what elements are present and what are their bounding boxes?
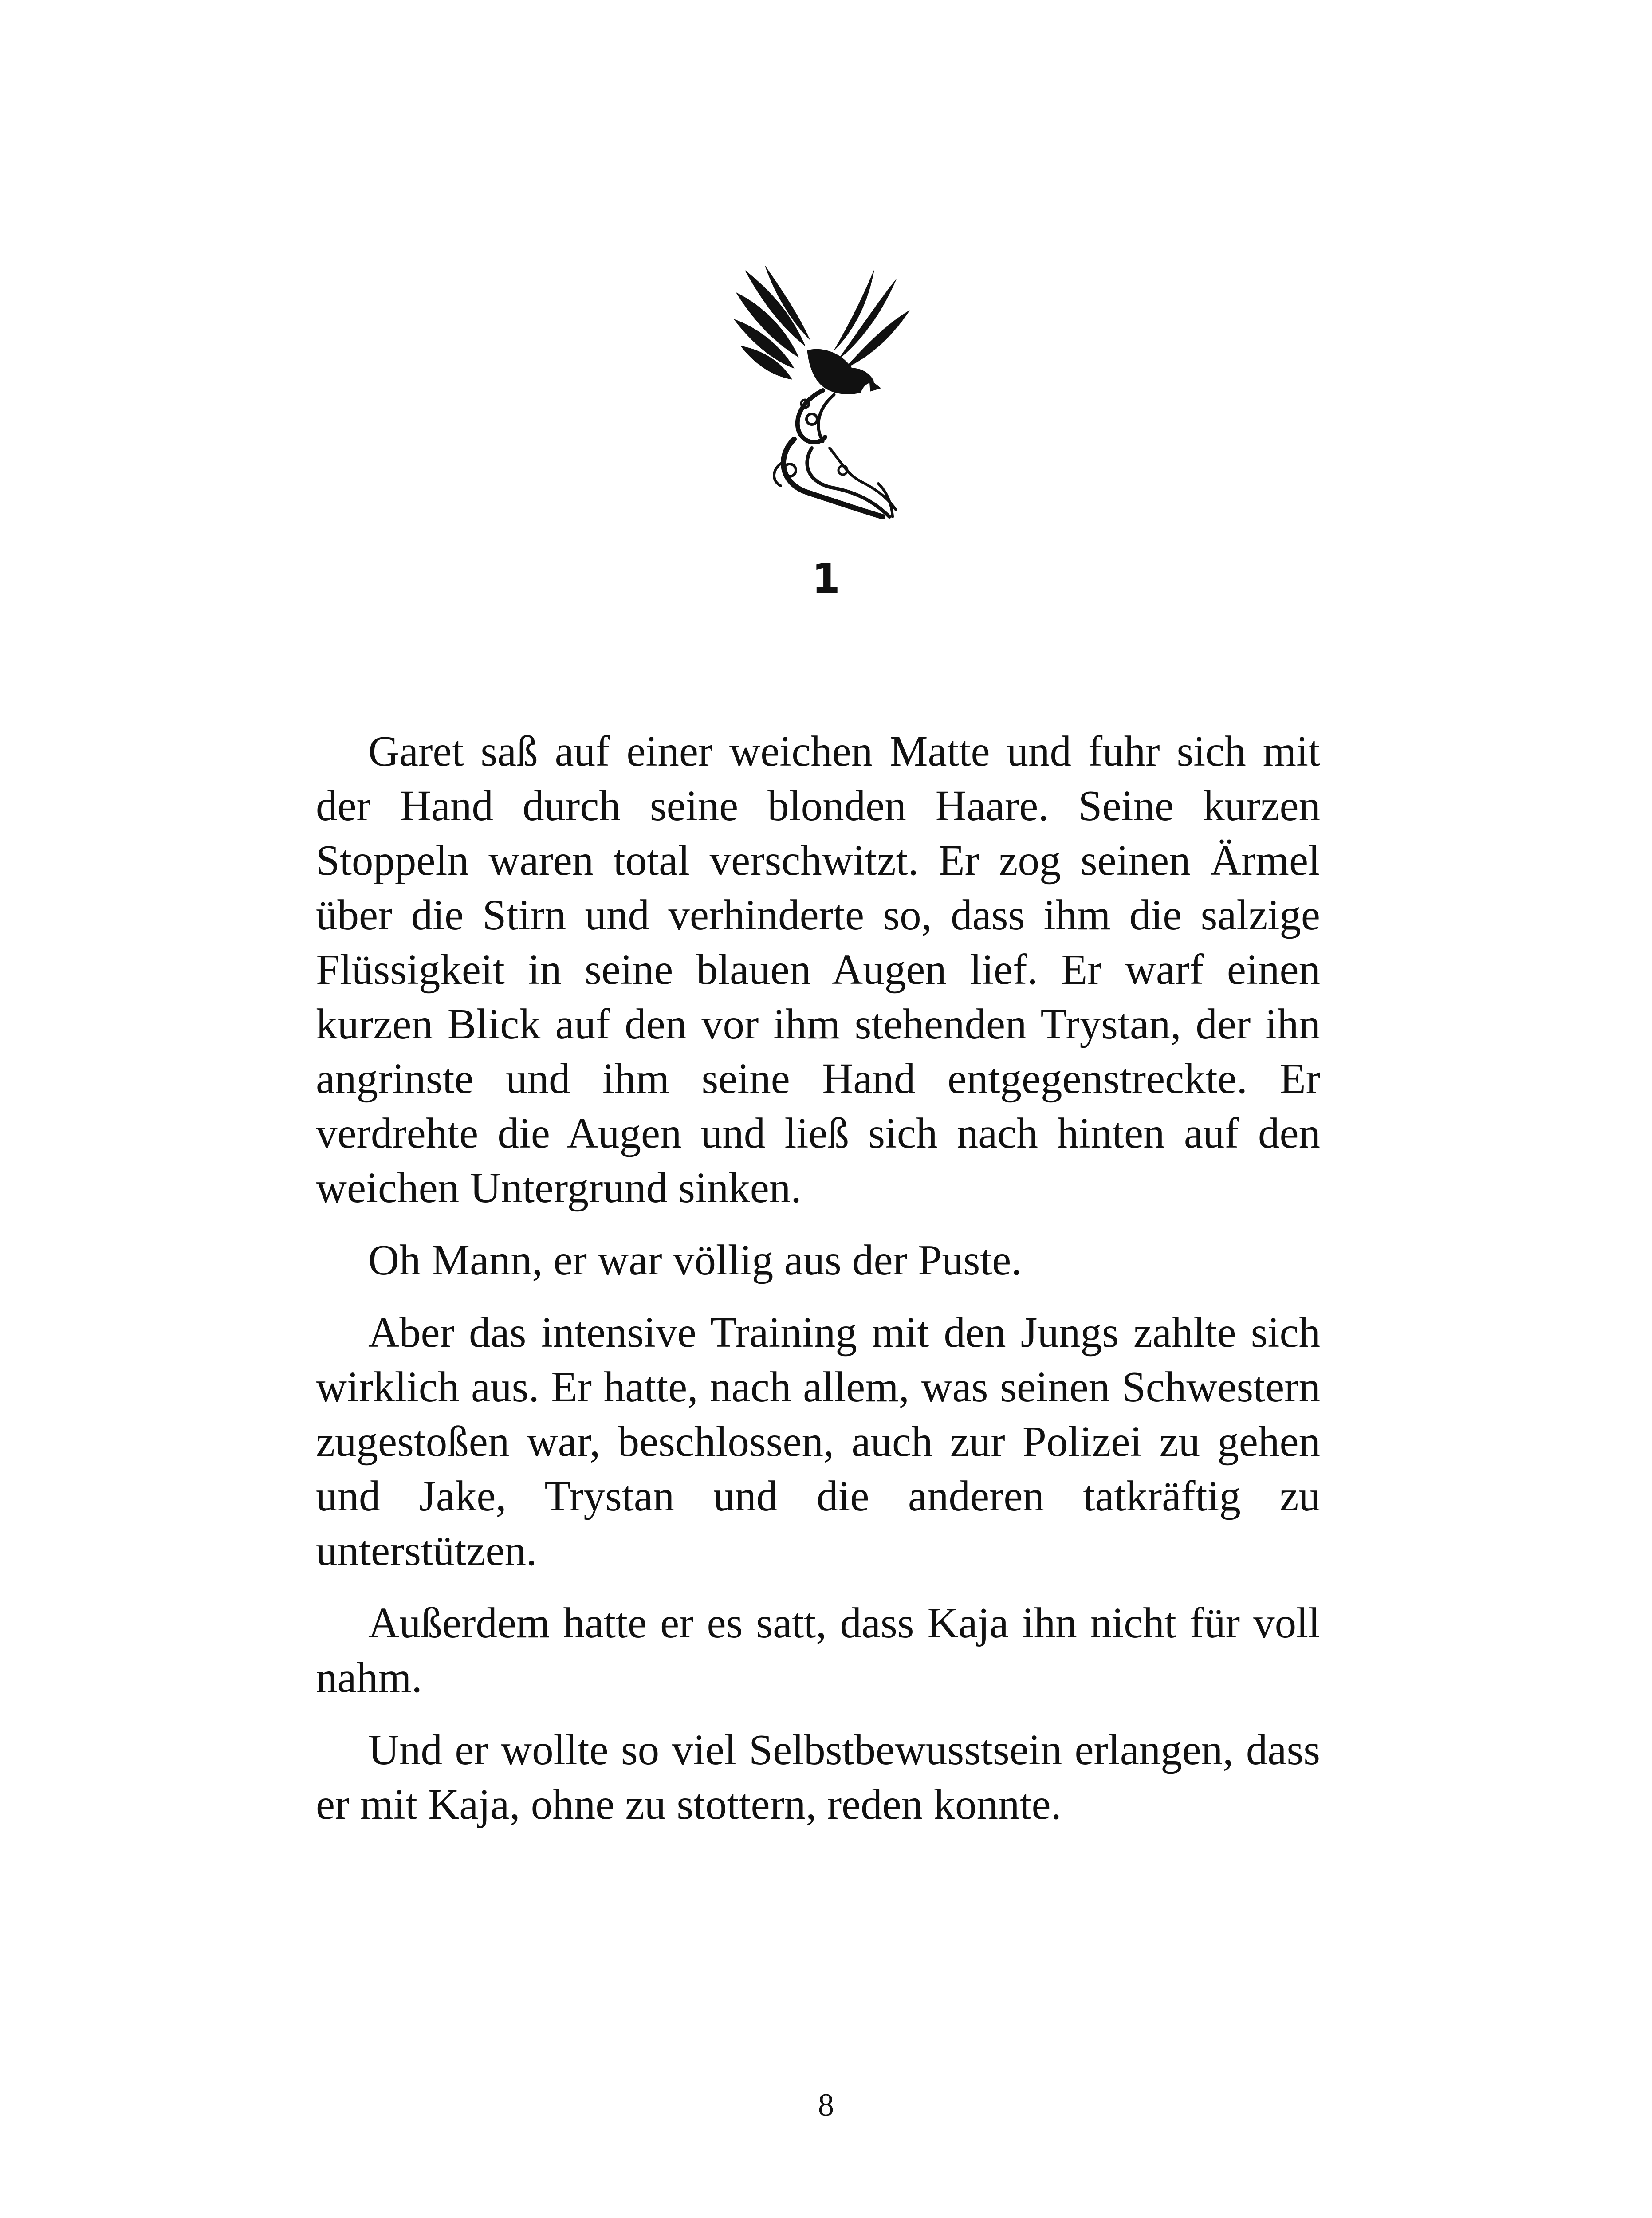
page-number: 8: [818, 2087, 834, 2123]
chapter-body: [316, 724, 1320, 1849]
paragraph: Oh Mann, er war völlig aus der Puste.: [368, 1236, 1022, 1284]
chapter-number: 1: [811, 555, 840, 602]
paragraph: Außerdem hatte er es satt, dass Kaja ihn nicht für voll nahm.: [316, 1599, 1320, 1701]
paragraph: Garet saß auf einer weichen Matte und fuhr sich mit der Hand durch seine blonden Haare. Seine kurzen Stoppeln waren total verschwitzt. Er zog seinen Ärmel über die Stirn und verhinderte so, dass ihm die salzige Flüssigkeit in seine blauen Augen lief. Er warf einen kurzen Blick auf den vor ihm stehenden Trystan, der ihn angrinste und ihm seine Hand entgegenstreckte. Er verdrehte die Augen und ließ sich nach hinten auf den weichen Untergrund sinken.: [316, 728, 1320, 1211]
phoenix-icon: [728, 262, 923, 523]
paragraph: Aber das intensive Training mit den Jungs zahlte sich wirklich aus. Er hatte, nach allem, was seinen Schwestern zugestoßen war, beschlossen, auch zur Polizei zu gehen und Jake, Trystan und die anderen tatkräftig zu unterstützen.: [316, 1309, 1320, 1574]
paragraph: Und er wollte so viel Selbstbewusstsein erlangen, dass er mit Kaja, ohne zu stottern, reden konnte.: [316, 1726, 1320, 1828]
